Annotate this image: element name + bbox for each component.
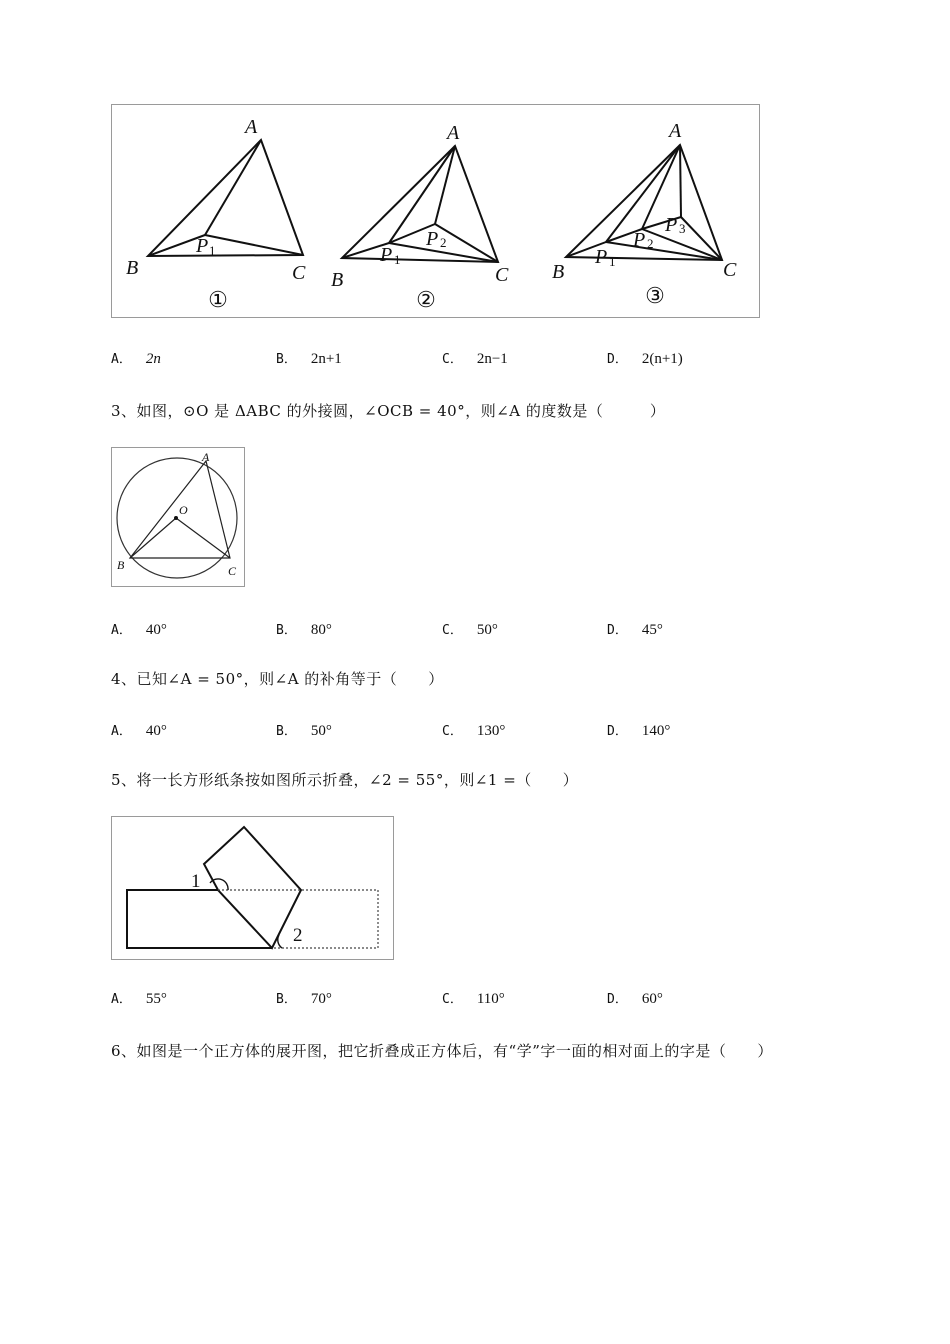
q4-option-c	[442, 720, 505, 740]
q2-option-d	[607, 348, 683, 368]
tri3-label-p3: P	[665, 214, 678, 236]
tri3-label-p1: P	[595, 246, 608, 268]
option-value: 130°	[476, 723, 506, 739]
q3-option-b	[276, 619, 332, 639]
fold-angle-2: 2	[293, 925, 303, 946]
q2-option-b	[276, 348, 342, 368]
q4-option-b	[276, 720, 332, 740]
tri2-sub-1: 1	[394, 252, 401, 267]
q4-option-a	[111, 720, 167, 740]
option-label: C．	[442, 623, 463, 638]
option-label: A．	[111, 623, 132, 638]
tri2-label-c: C	[495, 264, 509, 286]
option-value: 60°	[641, 991, 663, 1007]
tri2-label-p1: P	[380, 244, 393, 266]
option-label: D．	[607, 623, 628, 638]
option-label: D．	[607, 352, 628, 367]
option-value: 140°	[641, 723, 671, 739]
q4-text: 4、已知∠A = 50°，则∠A 的补角等于（ ）	[111, 670, 444, 688]
tri3-number: ③	[645, 283, 665, 308]
tri3-label-c: C	[723, 259, 737, 281]
tri3-label-b: B	[552, 261, 565, 283]
tri1-number: ①	[208, 287, 228, 312]
option-value: 80°	[310, 622, 332, 638]
option-value: 2(n+1)	[641, 351, 683, 367]
circle-label-c: C	[228, 564, 237, 578]
q2-option-a	[111, 348, 161, 368]
q5-option-d	[607, 988, 663, 1008]
option-label: A．	[111, 352, 132, 367]
circle-figure	[111, 447, 245, 587]
q3-option-d	[607, 619, 663, 639]
triangles-figure	[111, 104, 760, 318]
option-value: 55°	[145, 991, 167, 1007]
q5-option-c	[442, 988, 505, 1008]
option-label: B．	[276, 352, 297, 367]
option-value: 2n+1	[310, 351, 342, 367]
circle-label-a: A	[202, 450, 210, 464]
fold-angle-1: 1	[191, 871, 201, 892]
option-value: 2n−1	[476, 351, 508, 367]
option-label: D．	[607, 724, 628, 739]
tri3-label-a: A	[669, 120, 682, 142]
q6-text: 6、如图是一个正方体的展开图，把它折叠成正方体后，有“学”字一面的相对面上的字是（ ）	[111, 1042, 773, 1060]
fold-figure	[111, 816, 394, 960]
option-value: 40°	[145, 723, 167, 739]
tri3-sub-1: 1	[609, 254, 616, 269]
circle-diagram	[112, 448, 244, 586]
tri2-number: ②	[416, 287, 436, 312]
option-label: C．	[442, 724, 463, 739]
option-value: 50°	[476, 622, 498, 638]
circle-label-b: B	[117, 558, 125, 572]
option-value: 45°	[641, 622, 663, 638]
triangles-diagram	[112, 105, 759, 317]
tri3-sub-2: 2	[647, 236, 654, 251]
tri2-label-a: A	[447, 122, 460, 144]
tri3-label-p2: P	[633, 229, 646, 251]
option-label: B．	[276, 724, 297, 739]
option-label: C．	[442, 992, 463, 1007]
q5-option-a	[111, 988, 167, 1008]
option-value: 70°	[310, 991, 332, 1007]
q5-option-b	[276, 988, 332, 1008]
q4-option-d	[607, 720, 670, 740]
q3-option-a	[111, 619, 167, 639]
option-value: 110°	[476, 991, 505, 1007]
option-label: A．	[111, 724, 132, 739]
q2-option-c	[442, 348, 508, 368]
circle-label-o: O	[179, 503, 188, 517]
tri2-label-b: B	[331, 269, 344, 291]
tri1-sub-1: 1	[209, 243, 216, 258]
q3-text: 3、如图，⊙O 是 ΔABC 的外接圆，∠OCB = 40°，则∠A 的度数是（ ）	[111, 402, 666, 420]
option-value: 2n	[145, 351, 161, 367]
tri3-sub-3: 3	[679, 221, 686, 236]
tri1-label-c: C	[292, 262, 306, 284]
option-label: C．	[442, 352, 463, 367]
q3-option-c	[442, 619, 498, 639]
tri2-label-p2: P	[426, 228, 439, 250]
tri1-label-p: P	[196, 235, 209, 257]
fold-diagram	[112, 817, 393, 959]
option-label: D．	[607, 992, 628, 1007]
tri1-label-a: A	[245, 116, 258, 138]
option-value: 40°	[145, 622, 167, 638]
tri1-label-b: B	[126, 257, 139, 279]
q5-text: 5、将一长方形纸条按如图所示折叠，∠2 = 55°，则∠1 =（ ）	[111, 771, 579, 789]
option-label: A．	[111, 992, 132, 1007]
tri2-sub-2: 2	[440, 235, 447, 250]
option-label: B．	[276, 992, 297, 1007]
option-label: B．	[276, 623, 297, 638]
option-value: 50°	[310, 723, 332, 739]
